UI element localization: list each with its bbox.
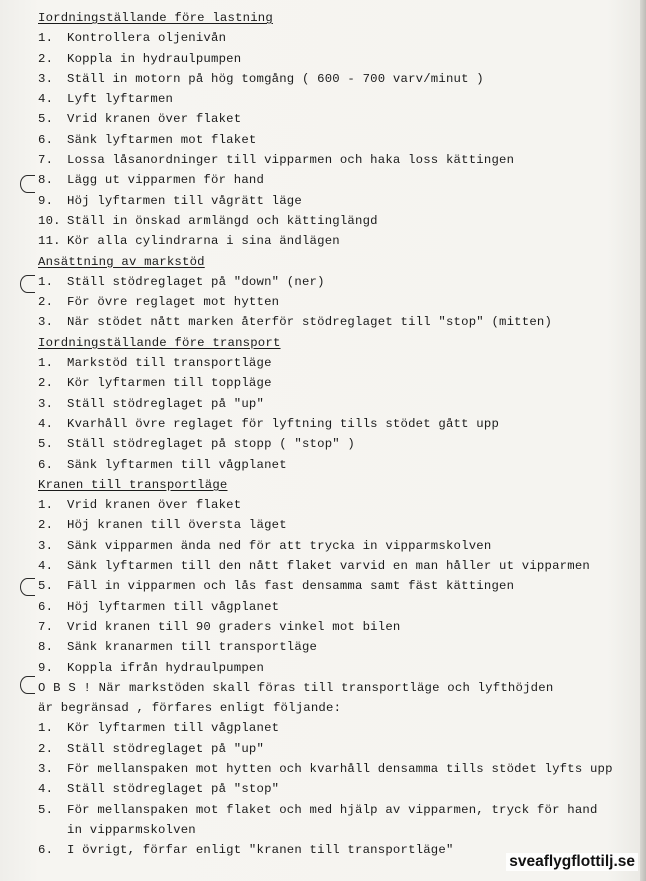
item-text: Höj lyftarmen till vågrätt läge [67,193,302,208]
item-number: 6. [38,457,54,472]
item-text: I övrigt, förfar enligt "kranen till transportläge" [67,843,454,858]
item-text: För mellanspaken mot flaket och med hjälp av vipparmen, tryck för hand [67,802,598,817]
item-text: Koppla in hydraulpumpen [67,51,242,66]
list-item [38,312,628,332]
item-number: 3. [38,396,54,411]
item-text: Lyft lyftarmen [67,92,174,107]
list-item-continuation [38,820,628,840]
list-item [38,434,628,454]
list-item [38,455,628,475]
item-number: 7. [38,619,54,634]
list-item [38,49,628,69]
section-heading: Iordningställande före transport [38,335,281,350]
list-item [38,779,628,799]
item-number: 3. [38,71,54,86]
page-edge-shadow [640,0,646,881]
item-number: 3. [38,761,54,776]
item-text: Markstöd till transportläge [67,356,272,371]
section-heading: Iordningställande före lastning [38,11,273,25]
item-text: Höj lyftarmen till vågplanet [67,599,280,614]
list-item [38,637,628,657]
list-item [38,272,628,292]
list-item [38,576,628,596]
document-body [38,8,628,860]
item-number: 5. [38,579,54,594]
list-item [38,373,628,393]
section-heading: Ansättning av markstöd [38,254,205,269]
list-item [38,556,628,576]
punch-hole-mark [20,676,35,694]
list-item [38,597,628,617]
item-number: 9. [38,193,54,208]
item-text: Ställ in önskad armlängd och kättinglängd [67,213,378,228]
item-text: Fäll in vipparmen och lås fast densamma samt fäst kättingen [67,579,515,594]
obs-note-line: O B S ! När markstöden skall föras till transportläge och lyfthöjden [38,680,554,695]
item-text: Sänk lyftarmen till den nått flaket varvid en man håller ut vipparmen [67,559,590,574]
list-item [38,718,628,738]
item-text: Sänk lyftarmen till vågplanet [67,457,287,472]
item-number: 8. [38,640,54,655]
item-text: Kör lyftarmen till toppläge [67,376,272,391]
item-text: När stödet nått marken återför stödreglaget till "stop" (mitten) [67,315,553,330]
item-number: 4. [38,92,54,107]
item-text: Kvarhåll övre reglaget för lyftning tills stödet gått upp [67,416,500,431]
item-number: 6. [38,599,54,614]
item-number: 4. [38,782,54,797]
list-item [38,130,628,150]
item-text: Vrid kranen till 90 graders vinkel mot bilen [67,619,401,634]
list-item [38,515,628,535]
site-watermark: sveaflygflottilj.se [506,853,638,871]
item-text: Ställ stödreglaget på "stop" [67,782,280,797]
item-number: 6. [38,132,54,147]
item-text: Sänk kranarmen till transportläge [67,640,318,655]
item-number: 8. [38,173,54,188]
item-number: 11. [38,234,61,249]
section-heading: Kranen till transportläge [38,477,228,492]
item-number: 2. [38,741,54,756]
item-text: Ställ in motorn på hög tomgång ( 600 - 700 varv/minut ) [67,71,484,86]
item-text: Vrid kranen över flaket [67,112,242,127]
item-text: Vrid kranen över flaket [67,498,242,513]
item-number: 1. [38,31,54,46]
item-text: Kör lyftarmen till vågplanet [67,721,280,736]
item-text: Ställ stödreglaget på "down" (ner) [67,274,325,289]
list-item [38,191,628,211]
item-text: Kör alla cylindrarna i sina ändlägen [67,234,340,249]
list-item [38,414,628,434]
list-item [38,69,628,89]
list-item [38,89,628,109]
item-number: 5. [38,802,54,817]
list-item [38,536,628,556]
item-number: 1. [38,721,54,736]
item-number: 1. [38,274,54,289]
item-number: 4. [38,416,54,431]
list-item [38,231,628,251]
item-number: 1. [38,356,54,371]
item-number: 5. [38,112,54,127]
list-item [38,759,628,779]
item-text: Ställ stödreglaget på "up" [67,741,265,756]
item-text: Kontrollera oljenivån [67,31,227,46]
list-item [38,394,628,414]
list-item [38,211,628,231]
item-number: 3. [38,538,54,553]
item-number: 6. [38,843,54,858]
punch-hole-mark [20,275,35,293]
item-text: Ställ stödreglaget på "up" [67,396,265,411]
item-number: 7. [38,153,54,168]
list-item [38,150,628,170]
item-number: 2. [38,51,54,66]
list-item [38,170,628,190]
list-item [38,739,628,759]
item-text: Sänk lyftarmen mot flaket [67,132,257,147]
list-item [38,292,628,312]
item-number: 10. [38,213,61,228]
item-number: 2. [38,295,54,310]
list-item [38,28,628,48]
item-number: 4. [38,559,54,574]
item-text: För mellanspaken mot hytten och kvarhåll densamma tills stödet lyfts upp [67,761,613,776]
list-item [38,658,628,678]
list-item [38,353,628,373]
item-text: Höj kranen till översta läget [67,518,287,533]
item-text: Koppla ifrån hydraulpumpen [67,660,265,675]
punch-hole-mark [20,175,35,193]
item-text: Sänk vipparmen ända ned för att trycka in vipparmskolven [67,538,492,553]
item-number: 3. [38,315,54,330]
item-number: 1. [38,498,54,513]
item-text: För övre reglaget mot hytten [67,295,280,310]
list-item [38,109,628,129]
item-text: Lossa låsanordninger till vipparmen och haka loss kättingen [67,153,515,168]
item-number: 2. [38,518,54,533]
list-item [38,617,628,637]
item-number: 5. [38,437,54,452]
item-text: Lägg ut vipparmen för hand [67,173,265,188]
punch-hole-mark [20,578,35,596]
item-number: 2. [38,376,54,391]
item-text: Ställ stödreglaget på stopp ( "stop" ) [67,437,356,452]
obs-note-line: är begränsad , förfares enligt följande: [38,701,342,716]
list-item [38,800,628,820]
item-text: in vipparmskolven [67,822,196,837]
item-number: 9. [38,660,54,675]
list-item [38,495,628,515]
